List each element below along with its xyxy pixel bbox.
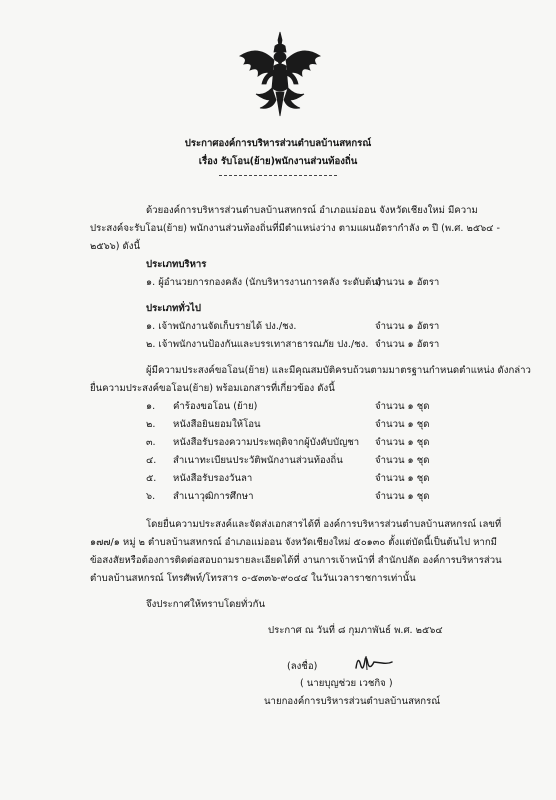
general-item-count: จำนวน ๑ อัตรา [375,339,440,350]
document-subject: เรื่อง รับโอน(ย้าย)พนักงานส่วนท้องถิ่น [198,156,358,167]
garuda-emblem-icon [234,30,326,122]
document-item: หนังสือรับรองความประพฤติจากผู้บังคับบัญชา [173,437,360,448]
signatory-position: นายกองค์การบริหารส่วนตำบลบ้านสหกรณ์ [264,696,441,707]
document-item-number: ๒. [146,419,156,430]
submission-line-3: ข้อสงสัยหรือต้องการติดต่อสอบถามรายละเอียดได้ที่ งานการเจ้าหน้าที่ สำนักปลัด องค์การบริหารส่วน [90,555,502,566]
submission-line-1: โดยยื่นความประสงค์และจัดส่งเอกสารได้ที่ องค์การบริหารส่วนตำบลบ้านสหกรณ์ เลขที่ [146,519,502,530]
admin-heading: ประเภทบริหาร [146,259,207,270]
document-item-count: จำนวน ๑ ชุด [375,455,430,466]
document-item-number: ๔. [146,455,157,466]
general-item: ๒. เจ้าพนักงานป้องกันและบรรเทาสาธารณภัย ปง./ชง. [146,339,369,350]
document-item-count: จำนวน ๑ ชุด [375,401,430,412]
submission-line-4: ตำบลบ้านสหกรณ์ โทรศัพท์/โทรสาร ๐-๕๓๓๖-๙๐๔๔ ในวันเวลาราชการเท่านั้น [90,573,416,584]
document-item: สำเนาวุฒิการศึกษา [173,491,254,502]
document-title: ประกาศองค์การบริหารส่วนตำบลบ้านสหกรณ์ [184,138,372,149]
admin-item: ๑. ผู้อำนวยการกองคลัง (นักบริหารงานการคลัง ระดับต้น) [146,277,382,288]
document-item-count: จำนวน ๑ ชุด [375,437,430,448]
qualification-line-2: ยื่นความประสงค์ขอโอน(ย้าย) พร้อมเอกสารที่เกี่ยวข้อง ดังนี้ [90,383,335,394]
document-item: คำร้องขอโอน (ย้าย) [173,401,258,412]
intro-line-3: ๒๕๖๖) ดังนี้ [90,241,141,252]
closing-statement: จึงประกาศให้ทราบโดยทั่วกัน [146,599,266,610]
handwritten-signature [352,650,396,674]
document-item-number: ๓. [146,437,156,448]
signed-label: (ลงชื่อ) [287,661,318,672]
document-item: สำเนาทะเบียนประวัติพนักงานส่วนท้องถิ่น [173,455,343,466]
intro-line-1: ด้วยองค์การบริหารส่วนตำบลบ้านสหกรณ์ อำเภอแม่ออน จังหวัดเชียงใหม่ มีความ [146,205,478,216]
title-separator [219,175,337,176]
qualification-line-1: ผู้มีความประสงค์ขอโอน(ย้าย) และมีคุณสมบัติครบถ้วนตามมาตรฐานกำหนดตำแหน่ง ดังกล่าว [146,365,531,376]
signatory-name: ( นายบุญช่วย เวชกิจ ) [300,678,393,689]
submission-line-2: ๑๗๗/๑ หมู่ ๒ ตำบลบ้านสหกรณ์ อำเภอแม่ออน จังหวัดเชียงใหม่ ๕๐๑๓๐ ตั้งแต่บัดนี้เป็นต้นไป หากมี [90,537,497,548]
admin-item-count: จำนวน ๑ อัตรา [375,277,440,288]
document-item-number: ๑. [146,401,156,412]
document-item-count: จำนวน ๑ ชุด [375,473,430,484]
announcement-date: ประกาศ ณ วันที่ ๘ กุมภาพันธ์ พ.ศ. ๒๕๖๔ [268,625,443,636]
document-item-number: ๕. [146,473,157,484]
document-item: หนังสือยินยอมให้โอน [173,419,261,430]
document-item: หนังสือรับรองวันลา [173,473,253,484]
general-item-count: จำนวน ๑ อัตรา [375,321,440,332]
document-item-count: จำนวน ๑ ชุด [375,419,430,430]
document-item-number: ๖. [146,491,156,502]
intro-line-2: ประสงค์จะรับโอน(ย้าย) พนักงานส่วนท้องถิ่นที่มีตำแหน่งว่าง ตามแผนอัตรากำลัง ๓ ปี (พ.ศ. ๒๕๖๔ - [90,223,500,234]
general-heading: ประเภททั่วไป [146,303,201,314]
document-item-count: จำนวน ๑ ชุด [375,491,430,502]
general-item: ๑. เจ้าพนักงานจัดเก็บรายได้ ปง./ชง. [146,321,297,332]
